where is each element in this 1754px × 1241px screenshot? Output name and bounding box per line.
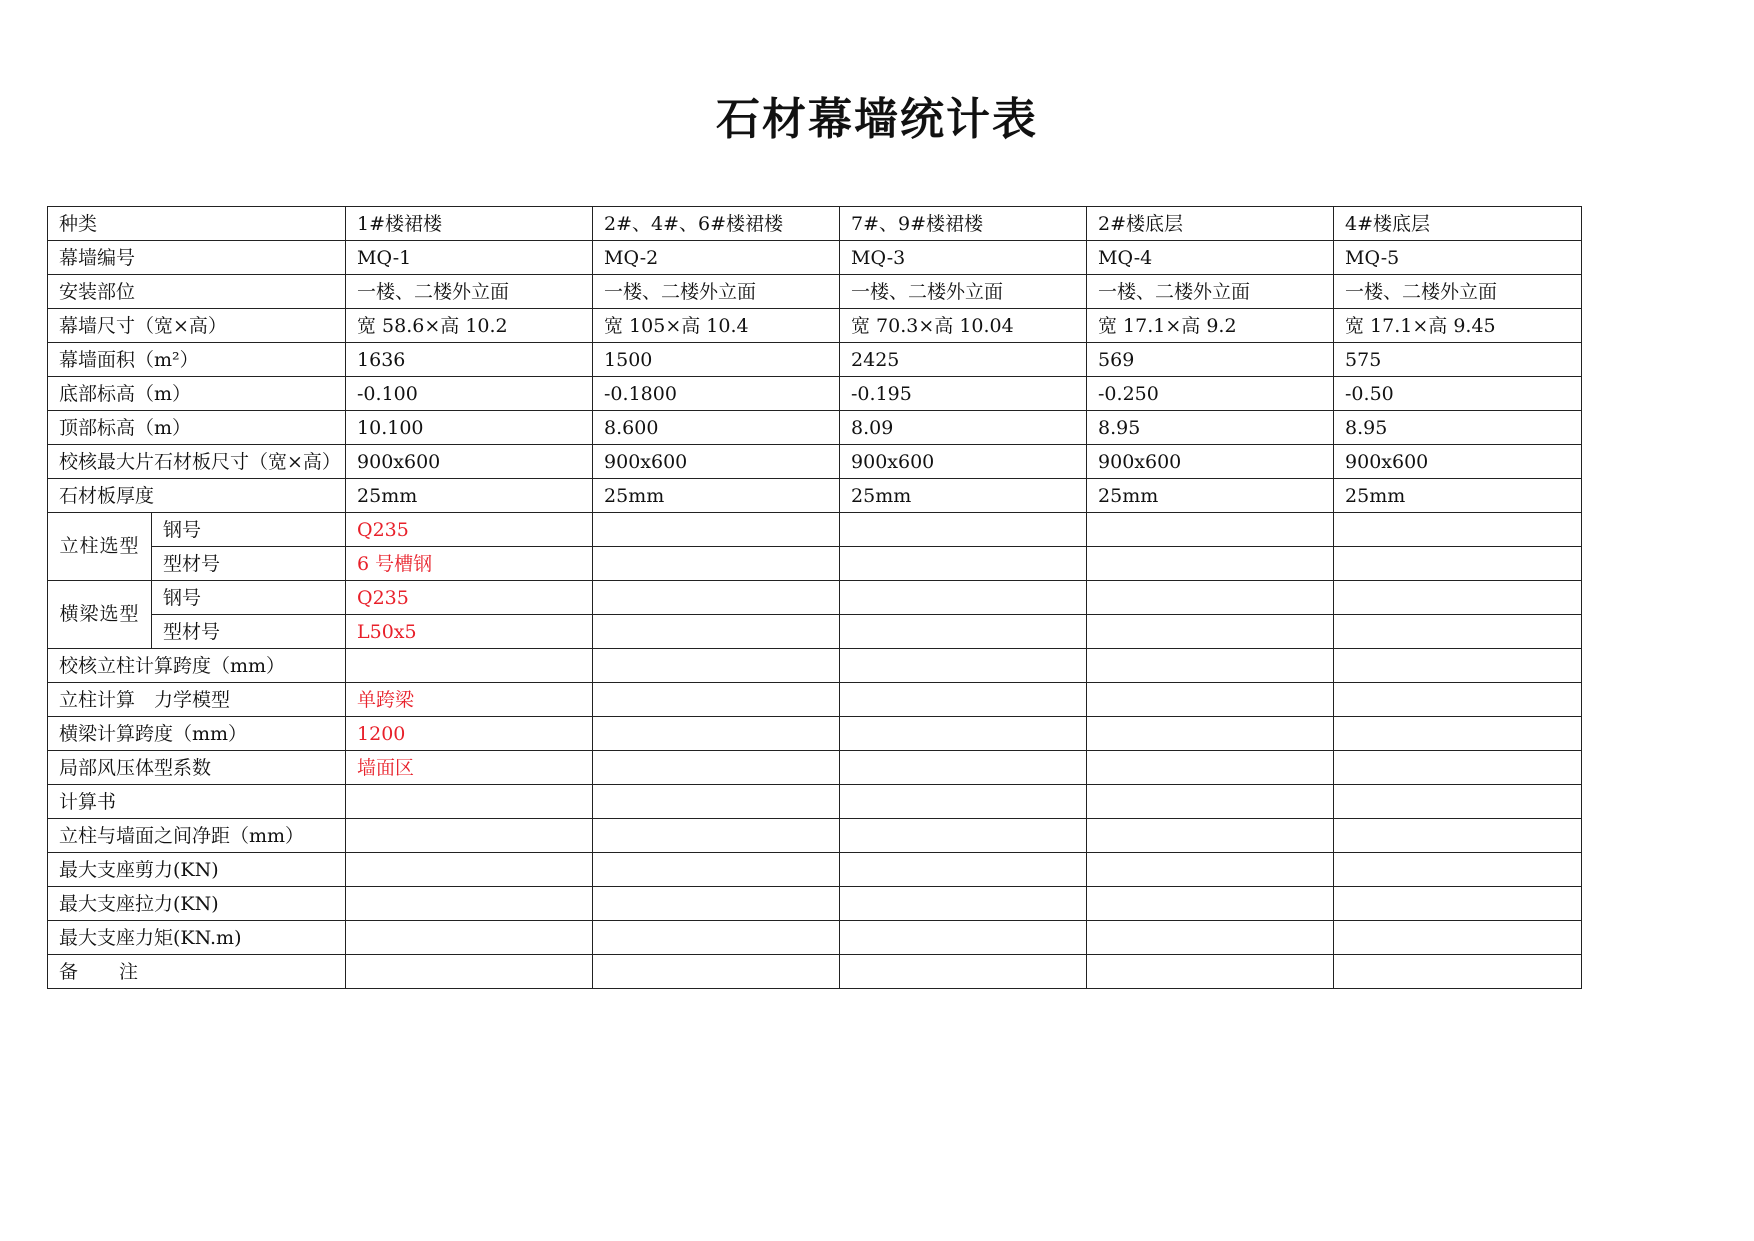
row-label: 最大支座剪力(KN): [48, 853, 346, 887]
table-cell: [593, 887, 840, 921]
row-label: 计算书: [48, 785, 346, 819]
table-cell: MQ-4: [1087, 241, 1334, 275]
table-cell: 8.95: [1087, 411, 1334, 445]
table-cell: [593, 513, 840, 547]
table-cell: MQ-1: [346, 241, 593, 275]
table-cell: [593, 649, 840, 683]
table-cell: [840, 785, 1087, 819]
table-cell: 2425: [840, 343, 1087, 377]
table-row-mullion-span: [48, 649, 1582, 683]
table-cell: [1087, 853, 1334, 887]
table-cell: 宽 70.3×高 10.04: [840, 309, 1087, 343]
table-cell: [840, 853, 1087, 887]
table-cell: [593, 547, 840, 581]
table-cell: 1200: [346, 717, 593, 751]
row-label: 石材板厚度: [48, 479, 346, 513]
table-cell: [840, 887, 1087, 921]
table-cell: [593, 751, 840, 785]
table-cell: [1087, 717, 1334, 751]
table-cell: [1334, 853, 1582, 887]
row-label: 幕墙尺寸（宽×高）: [48, 309, 346, 343]
table-cell: [1334, 955, 1582, 989]
row-label: 横梁计算跨度（mm）: [48, 717, 346, 751]
table-row-max-shear: [48, 853, 1582, 887]
row-label: 最大支座拉力(KN): [48, 887, 346, 921]
table-cell: 一楼、二楼外立面: [346, 275, 593, 309]
table-cell: [1334, 683, 1582, 717]
table-cell: [840, 955, 1087, 989]
table-cell: 单跨梁: [346, 683, 593, 717]
table-cell: [1334, 717, 1582, 751]
table-row-max-tension: [48, 887, 1582, 921]
table-cell: [1087, 955, 1334, 989]
table-cell: [1087, 921, 1334, 955]
row-label: 局部风压体型系数: [48, 751, 346, 785]
table-cell: [1334, 513, 1582, 547]
column-header: 2#楼底层: [1087, 207, 1334, 241]
table-cell: 8.95: [1334, 411, 1582, 445]
table-row-thickness: [48, 479, 1582, 513]
table-cell: [1334, 581, 1582, 615]
table-row-transom-steel: [48, 581, 1582, 615]
table-cell: [840, 581, 1087, 615]
table-row-mullion-model: [48, 683, 1582, 717]
table-cell: Q235: [346, 513, 593, 547]
table-row-calc-book: [48, 785, 1582, 819]
column-header: 4#楼底层: [1334, 207, 1582, 241]
table-cell: [1334, 887, 1582, 921]
table-cell: 8.600: [593, 411, 840, 445]
table-cell: [593, 853, 840, 887]
table-cell: 宽 58.6×高 10.2: [346, 309, 593, 343]
table-row-max-moment: [48, 921, 1582, 955]
table-cell: 1636: [346, 343, 593, 377]
table-cell: 宽 105×高 10.4: [593, 309, 840, 343]
table-cell: [593, 683, 840, 717]
table-cell: [593, 819, 840, 853]
table-cell: [840, 513, 1087, 547]
table-cell: [1334, 649, 1582, 683]
table-cell: 900x600: [1334, 445, 1582, 479]
table-cell: 569: [1087, 343, 1334, 377]
table-row-top-elevation: [48, 411, 1582, 445]
table-cell: 一楼、二楼外立面: [1334, 275, 1582, 309]
table-cell: [1087, 887, 1334, 921]
table-cell: 宽 17.1×高 9.2: [1087, 309, 1334, 343]
table-cell: [346, 819, 593, 853]
table-cell: [840, 921, 1087, 955]
table-row-clearance: [48, 819, 1582, 853]
row-sublabel: 型材号: [152, 615, 346, 649]
table-cell: -0.1800: [593, 377, 840, 411]
row-sublabel: 钢号: [152, 581, 346, 615]
table-cell: Q235: [346, 581, 593, 615]
row-sublabel: 钢号: [152, 513, 346, 547]
column-header: 2#、4#、6#楼裙楼: [593, 207, 840, 241]
table-cell: [346, 921, 593, 955]
table-cell: [1087, 751, 1334, 785]
table-cell: [1087, 581, 1334, 615]
row-label: 立柱计算 力学模型: [48, 683, 346, 717]
table-cell: [346, 887, 593, 921]
table-row-location: [48, 275, 1582, 309]
table-cell: [593, 581, 840, 615]
table-cell: [1087, 683, 1334, 717]
table-row-size: [48, 309, 1582, 343]
row-label: 幕墙编号: [48, 241, 346, 275]
table-cell: 宽 17.1×高 9.45: [1334, 309, 1582, 343]
table-cell: 1500: [593, 343, 840, 377]
table-cell: MQ-5: [1334, 241, 1582, 275]
row-label: 校核立柱计算跨度（mm）: [48, 649, 346, 683]
table-cell: [1334, 785, 1582, 819]
table-cell: [1087, 819, 1334, 853]
table-cell: [593, 785, 840, 819]
row-label: 顶部标高（m）: [48, 411, 346, 445]
table-cell: [1087, 649, 1334, 683]
table-cell: [1334, 819, 1582, 853]
row-label: 备 注: [48, 955, 346, 989]
table-cell: [840, 683, 1087, 717]
table-row-area: [48, 343, 1582, 377]
table-row-mullion-steel: [48, 513, 1582, 547]
row-sublabel: 型材号: [152, 547, 346, 581]
table-cell: 墙面区: [346, 751, 593, 785]
row-label: 立柱与墙面之间净距（mm）: [48, 819, 346, 853]
table-cell: 一楼、二楼外立面: [1087, 275, 1334, 309]
table-cell: [840, 717, 1087, 751]
table-cell: [1087, 547, 1334, 581]
table-row-type: [48, 207, 1582, 241]
table-cell: 8.09: [840, 411, 1087, 445]
table-cell: 一楼、二楼外立面: [593, 275, 840, 309]
table-cell: 900x600: [1087, 445, 1334, 479]
page-title: 石材幕墙统计表: [716, 94, 1038, 145]
row-label: 校核最大片石材板尺寸（宽×高）: [48, 445, 346, 479]
table-cell: -0.250: [1087, 377, 1334, 411]
table-cell: [593, 717, 840, 751]
table-cell: L50x5: [346, 615, 593, 649]
table-cell: 一楼、二楼外立面: [840, 275, 1087, 309]
row-label: 幕墙面积（m²）: [48, 343, 346, 377]
table-cell: [593, 615, 840, 649]
table-cell: 25mm: [840, 479, 1087, 513]
table-row-transom-span: [48, 717, 1582, 751]
row-label: 最大支座力矩(KN.m): [48, 921, 346, 955]
table-row-wind-coefficient: [48, 751, 1582, 785]
table-cell: [840, 649, 1087, 683]
column-header: 1#楼裙楼: [346, 207, 593, 241]
table-cell: [346, 649, 593, 683]
table-cell: [346, 785, 593, 819]
row-label: 安装部位: [48, 275, 346, 309]
table-cell: 6 号槽钢: [346, 547, 593, 581]
row-label: 底部标高（m）: [48, 377, 346, 411]
curtain-wall-stats-table: [47, 206, 1582, 989]
table-cell: 25mm: [1334, 479, 1582, 513]
table-cell: [346, 955, 593, 989]
table-row-panel-size: [48, 445, 1582, 479]
table-cell: [1334, 615, 1582, 649]
group-label-transom: 横梁选型: [48, 581, 152, 649]
table-row-mullion-profile: [48, 547, 1582, 581]
table-cell: [1334, 547, 1582, 581]
table-cell: [840, 615, 1087, 649]
table-cell: [593, 921, 840, 955]
table-cell: 25mm: [593, 479, 840, 513]
table-cell: 10.100: [346, 411, 593, 445]
table-cell: [1087, 615, 1334, 649]
table-row-remarks: [48, 955, 1582, 989]
table-cell: [1334, 751, 1582, 785]
table-cell: 575: [1334, 343, 1582, 377]
table-row-transom-profile: [48, 615, 1582, 649]
table-cell: 900x600: [346, 445, 593, 479]
table-cell: [1334, 921, 1582, 955]
table-cell: 25mm: [346, 479, 593, 513]
table-cell: MQ-3: [840, 241, 1087, 275]
table-cell: [346, 853, 593, 887]
table-cell: [1087, 785, 1334, 819]
table-cell: [593, 955, 840, 989]
table-cell: -0.100: [346, 377, 593, 411]
table-cell: [840, 547, 1087, 581]
table-cell: 900x600: [840, 445, 1087, 479]
table-cell: MQ-2: [593, 241, 840, 275]
table-row-bottom-elevation: [48, 377, 1582, 411]
table-cell: 25mm: [1087, 479, 1334, 513]
table-cell: [840, 819, 1087, 853]
table-cell: [1087, 513, 1334, 547]
group-label-mullion: 立柱选型: [48, 513, 152, 581]
table-cell: 900x600: [593, 445, 840, 479]
table-cell: [840, 751, 1087, 785]
table-row-code: [48, 241, 1582, 275]
row-label: 种类: [48, 207, 346, 241]
table-cell: -0.50: [1334, 377, 1582, 411]
table-cell: -0.195: [840, 377, 1087, 411]
column-header: 7#、9#楼裙楼: [840, 207, 1087, 241]
